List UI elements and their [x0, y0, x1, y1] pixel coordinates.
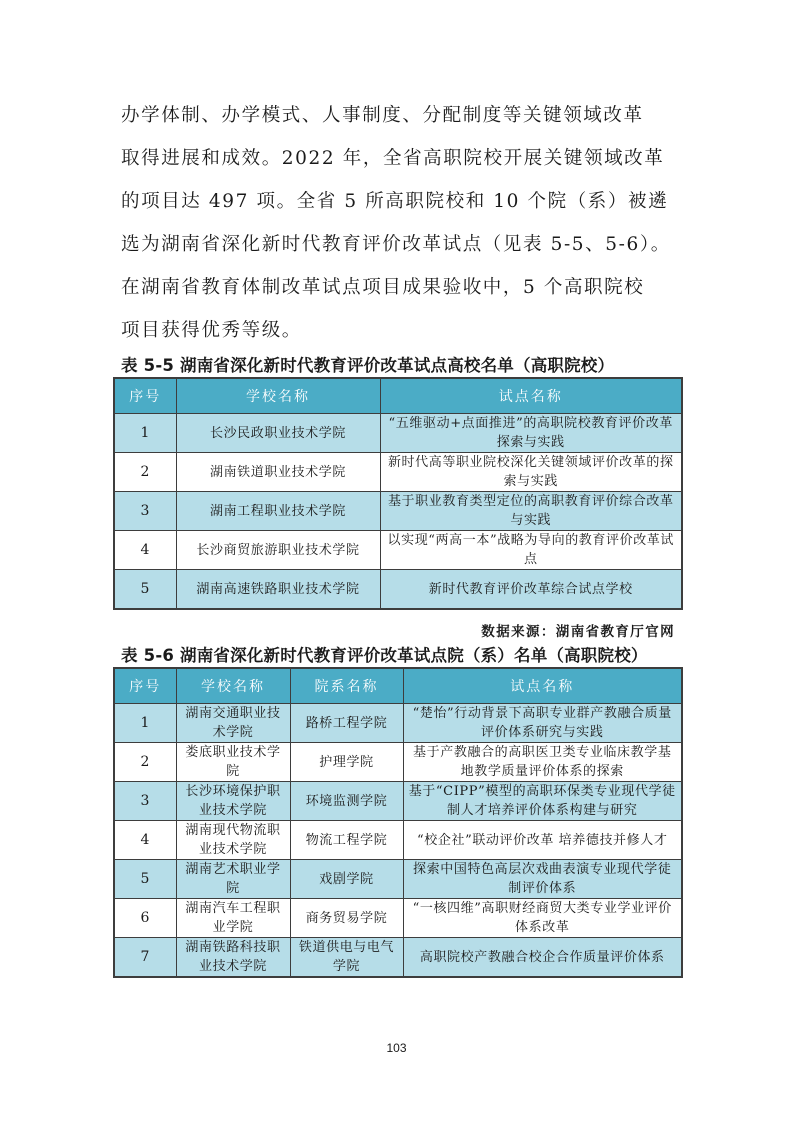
column-header-no: 序号 [114, 668, 176, 704]
data-source-note: 数据来源：湖南省教育厅官网 [481, 624, 675, 640]
table-row [114, 821, 682, 860]
table-row [114, 782, 682, 821]
column-header-school: 学校名称 [176, 668, 290, 704]
paragraph-line: 办学体制、办学模式、人事制度、分配制度等关键领域改革 [121, 105, 644, 126]
school-name: 湖南汽车工程职业学院 [176, 899, 290, 938]
school-name: 湖南铁路科技职业技术学院 [176, 938, 290, 978]
table-row [114, 704, 682, 743]
paragraph-line: 的项目达 497 项。全省 5 所高职院校和 10 个院（系）被遴 [121, 191, 669, 212]
department-name: 环境监测学院 [290, 782, 403, 821]
column-header-no: 序号 [114, 378, 176, 414]
table-row [114, 414, 682, 453]
table-header-row [114, 378, 682, 414]
row-number: 3 [114, 782, 176, 821]
table-row [114, 743, 682, 782]
school-name: 长沙环境保护职业技术学院 [176, 782, 290, 821]
body-paragraph [121, 94, 681, 352]
table1-caption: 表 5-5 湖南省深化新时代教育评价改革试点高校名单（高职院校） [121, 356, 615, 375]
department-name: 铁道供电与电气学院 [290, 938, 403, 978]
project-name: 基于“CIPP”模型的高职环保类专业现代学徒制人才培养评价体系构建与研究 [403, 782, 682, 821]
department-name: 路桥工程学院 [290, 704, 403, 743]
paragraph-line: 在湖南省教育体制改革试点项目成果验收中，5 个高职院校 [121, 277, 645, 298]
school-name: 湖南交通职业技术学院 [176, 704, 290, 743]
column-header-school: 学校名称 [176, 378, 380, 414]
row-number: 4 [114, 531, 176, 570]
project-name: “一核四维”高职财经商贸大类专业学业评价体系改革 [403, 899, 682, 938]
school-name: 长沙商贸旅游职业技术学院 [176, 531, 380, 570]
department-name: 商务贸易学院 [290, 899, 403, 938]
column-header-project: 试点名称 [403, 668, 682, 704]
column-header-project: 试点名称 [380, 378, 682, 414]
row-number: 7 [114, 938, 176, 978]
table-row [114, 492, 682, 531]
row-number: 2 [114, 743, 176, 782]
table-row [114, 570, 682, 610]
project-name: 基于职业教育类型定位的高职教育评价综合改革与实践 [380, 492, 682, 531]
table2-caption: 表 5-6 湖南省深化新时代教育评价改革试点院（系）名单（高职院校） [121, 646, 648, 665]
school-name: 湖南艺术职业学院 [176, 860, 290, 899]
paragraph-line: 取得进展和成效。2022 年，全省高职院校开展关键领域改革 [121, 148, 665, 169]
project-name: “校企社”联动评价改革 培养德技并修人才 [403, 821, 682, 860]
row-number: 6 [114, 899, 176, 938]
row-number: 2 [114, 453, 176, 492]
project-name: 新时代高等职业院校深化关键领域评价改革的探索与实践 [380, 453, 682, 492]
school-name: 湖南现代物流职业技术学院 [176, 821, 290, 860]
table-header-row [114, 668, 682, 704]
row-number: 5 [114, 570, 176, 610]
paragraph-line: 项目获得优秀等级。 [121, 320, 302, 341]
row-number: 4 [114, 821, 176, 860]
column-header-dept: 院系名称 [290, 668, 403, 704]
table-row [114, 531, 682, 570]
project-name: 高职院校产教融合校企合作质量评价体系 [403, 938, 682, 978]
row-number: 1 [114, 704, 176, 743]
project-name: 以实现“两高一本”战略为导向的教育评价改革试点 [380, 531, 682, 570]
project-name: 新时代教育评价改革综合试点学校 [380, 570, 682, 610]
table-row [114, 453, 682, 492]
project-name: “五维驱动+点面推进”的高职院校教育评价改革探索与实践 [380, 414, 682, 453]
department-name: 戏剧学院 [290, 860, 403, 899]
project-name: “楚怡”行动背景下高职专业群产教融合质量评价体系研究与实践 [403, 704, 682, 743]
school-name: 湖南高速铁路职业技术学院 [176, 570, 380, 610]
table-5-6 [113, 667, 683, 978]
department-name: 物流工程学院 [290, 821, 403, 860]
table-row [114, 899, 682, 938]
row-number: 5 [114, 860, 176, 899]
department-name: 护理学院 [290, 743, 403, 782]
page-number: 103 [386, 1041, 407, 1055]
table-row [114, 860, 682, 899]
school-name: 湖南工程职业技术学院 [176, 492, 380, 531]
school-name: 湖南铁道职业技术学院 [176, 453, 380, 492]
project-name: 基于产教融合的高职医卫类专业临床教学基地教学质量评价体系的探索 [403, 743, 682, 782]
paragraph-line: 选为湖南省深化新时代教育评价改革试点（见表 5-5、5-6）。 [121, 234, 671, 255]
table-row [114, 938, 682, 978]
row-number: 3 [114, 492, 176, 531]
row-number: 1 [114, 414, 176, 453]
school-name: 长沙民政职业技术学院 [176, 414, 380, 453]
school-name: 娄底职业技术学院 [176, 743, 290, 782]
table-5-5 [113, 377, 683, 610]
project-name: 探索中国特色高层次戏曲表演专业现代学徒制评价体系 [403, 860, 682, 899]
